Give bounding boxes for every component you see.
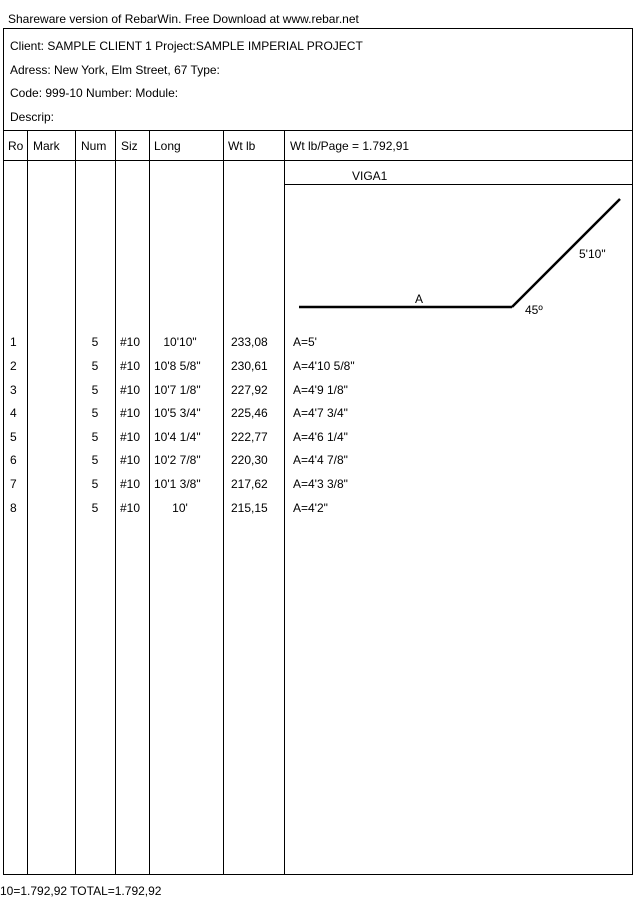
row-ro: 4: [10, 406, 17, 420]
row-dimension: A=4'9 1/8": [293, 383, 348, 397]
row-ro: 7: [10, 477, 17, 491]
rebar-schedule-sheet: [3, 28, 633, 875]
row-siz: #10: [120, 406, 141, 420]
code-number-module-line: Code: 999-10 Number: Module:: [10, 86, 179, 100]
description-line: Descrip:: [10, 110, 55, 124]
row-weight: 220,30: [231, 453, 268, 467]
page-weight-total: Wt lb/Page = 1.792,91: [290, 139, 410, 153]
row-weight: 227,92: [231, 383, 268, 397]
row-dimension: A=4'10 5/8": [293, 359, 355, 373]
row-long: 10': [172, 501, 188, 515]
row-siz: #10: [120, 477, 141, 491]
table-row: [4, 430, 634, 448]
table-row: [4, 335, 634, 353]
col-header-long: Long: [154, 139, 181, 153]
row-long: 10'4 1/4": [154, 430, 201, 444]
bend-angle-label: 45º: [525, 303, 543, 317]
row-ro: 2: [10, 359, 17, 373]
row-num: 5: [91, 501, 99, 515]
table-row: [4, 406, 634, 424]
col-header-num: Num: [81, 139, 107, 153]
row-ro: 6: [10, 453, 17, 467]
row-weight: 217,62: [231, 477, 268, 491]
row-long: 10'10": [163, 335, 197, 349]
row-ro: 5: [10, 430, 17, 444]
row-siz: #10: [120, 453, 141, 467]
row-siz: #10: [120, 501, 141, 515]
bar-shape-diagram: [284, 185, 633, 325]
row-ro: 3: [10, 383, 17, 397]
header-divider: [4, 130, 632, 131]
table-row: [4, 383, 634, 401]
row-num: 5: [91, 359, 99, 373]
row-weight: 215,15: [231, 501, 268, 515]
row-ro: 1: [10, 335, 17, 349]
shareware-banner: Shareware version of RebarWin. Free Download at www.rebar.net: [8, 12, 359, 26]
table-row: [4, 501, 634, 519]
row-weight: 233,08: [231, 335, 268, 349]
table-row: [4, 477, 634, 495]
column-header-divider: [4, 160, 632, 161]
row-dimension: A=4'6 1/4": [293, 430, 348, 444]
row-long: 10'1 3/8": [154, 477, 201, 491]
segment-a-label: A: [415, 292, 424, 306]
row-dimension: A=4'4 7/8": [293, 453, 348, 467]
row-dimension: A=4'7 3/4": [293, 406, 348, 420]
col-header-wt: Wt lb: [228, 139, 256, 153]
row-num: 5: [91, 335, 99, 349]
col-header-siz: Siz: [121, 139, 138, 153]
col-header-ro: Ro: [8, 139, 24, 153]
row-weight: 230,61: [231, 359, 268, 373]
bent-length-label: 5'10": [579, 247, 606, 261]
row-siz: #10: [120, 430, 141, 444]
shape-title: VIGA1: [352, 169, 388, 183]
col-header-mark: Mark: [33, 139, 60, 153]
row-siz: #10: [120, 383, 141, 397]
row-siz: #10: [120, 359, 141, 373]
row-long: 10'5 3/4": [154, 406, 201, 420]
row-long: 10'8 5/8": [154, 359, 201, 373]
row-weight: 225,46: [231, 406, 268, 420]
client-project-line: Client: SAMPLE CLIENT 1 Project:SAMPLE IMPERIAL PROJECT: [10, 39, 363, 53]
row-long: 10'2 7/8": [154, 453, 201, 467]
weight-totals-footer: 10=1.792,92 TOTAL=1.792,92: [0, 884, 162, 898]
row-num: 5: [91, 383, 99, 397]
table-row: [4, 453, 634, 471]
table-row: [4, 359, 634, 377]
row-weight: 222,77: [231, 430, 268, 444]
row-long: 10'7 1/8": [154, 383, 201, 397]
row-num: 5: [91, 406, 99, 420]
row-num: 5: [91, 477, 99, 491]
row-num: 5: [91, 453, 99, 467]
row-dimension: A=5': [293, 335, 317, 349]
row-ro: 8: [10, 501, 17, 515]
address-type-line: Adress: New York, Elm Street, 67 Type:: [10, 63, 220, 77]
row-num: 5: [91, 430, 99, 444]
row-dimension: A=4'3 3/8": [293, 477, 348, 491]
row-siz: #10: [120, 335, 141, 349]
row-dimension: A=4'2": [293, 501, 328, 515]
